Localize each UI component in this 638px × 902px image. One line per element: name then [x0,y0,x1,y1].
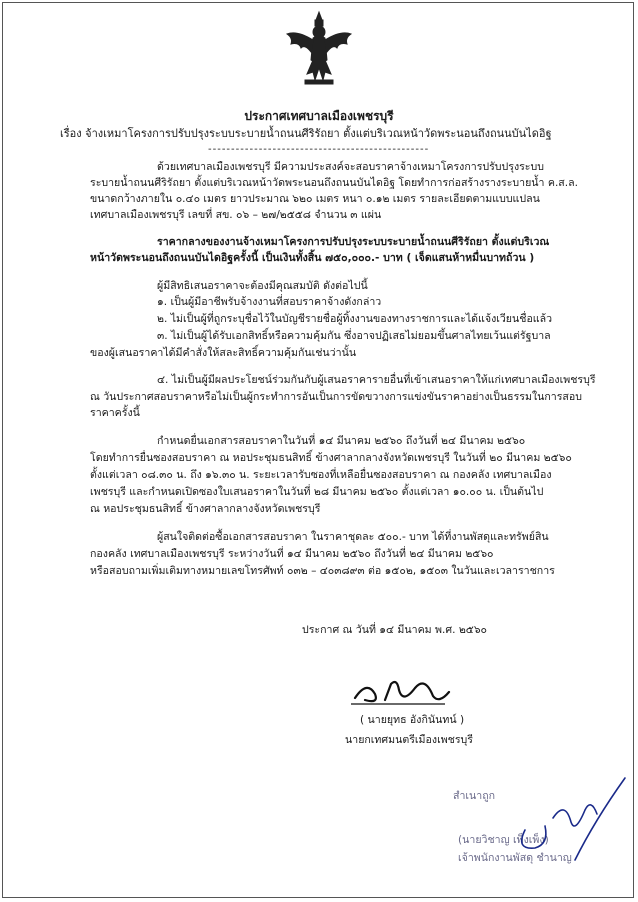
qualification-1: ๑. เป็นผู้มีอาชีพรับจ้างงานที่สอบราคาจ้างดังกล่าว [157,296,382,308]
mayor-signature [345,670,465,710]
certified-copy-name: (นายวิชาญ เพ็งเพ็ง) [458,834,549,846]
announcement-title: ประกาศเทศบาลเมืองเพชรบุรี [244,109,394,123]
schedule-line-3: ตั้งแต่เวลา ๐๘.๓๐ น. ถึง ๑๖.๓๐ น. ระยะเวลารับซองที่เหลือยื่นซองสอบราคา ณ กองคลัง เทศบาลเมือง [90,469,552,481]
signer-name: ( นายยุทธ อังกินันทน์ ) [360,714,465,726]
announcement-subject: เรื่อง จ้างเหมาโครงการปรับปรุงระบบระบายน้ำถนนศีริรัถยา ตั้งแต่บริเวณหน้าวัดพระนอนถึงถนนบันไดอิฐ [60,127,552,140]
qualification-2: ๒. ไม่เป็นผู้ที่ถูกระบุชื่อไว้ในบัญชีรายชื่อผู้ทิ้งงานของทางราชการและได้แจ้งเวียนชื่อแล้ว [157,313,553,325]
divider-line: ------------------------------------------------ [208,144,430,155]
qualification-4-cont-1: ณ วันประกาศสอบราคาหรือไม่เป็นผู้กระทำการอันเป็นการขัดขวางการแข่งขันราคาอย่างเป็นธรรมในการสอบ [90,391,582,403]
qualification-4: ๔. ไม่เป็นผู้มีผลประโยชน์ร่วมกันกับผู้เสนอราคารายอื่นที่เข้าเสนอราคาให้แก่เทศบาลเมืองเพชรบุรี [157,374,596,386]
certifier-signature [505,770,635,865]
purchase-line-3: หรือสอบถามเพิ่มเติมทางหมายเลขโทรศัพท์ ๐๓๒ – ๔๐๓๘๙๓ ต่อ ๑๕๐๒, ๑๕๐๓ ในวันและเวลาราชการ [90,565,555,577]
signer-title: นายกเทศมนตรีเมืองเพชรบุรี [345,734,473,746]
qualification-4-cont-2: ราคาครั้งนี้ [90,407,140,419]
median-price-line-2: หน้าวัดพระนอนถึงถนนบันไดอิฐครั้งนี้ เป็นเงินทั้งสิ้น ๗๕๐,๐๐๐.- บาท ( เจ็ดแสนห้าหมื่นบาทถ้วน ) [90,252,535,264]
qualifications-heading: ผู้มีสิทธิเสนอราคาจะต้องมีคุณสมบัติ ดังต่อไปนี้ [157,280,368,292]
certified-copy-title: เจ้าพนักงานพัสดุ ชำนาญ [458,852,572,864]
intro-line-2: ระบายน้ำถนนศีริรัถยา ตั้งแต่บริเวณหน้าวัดพระนอนถึงถนนบันไดอิฐ โดยทำการก่อสร้างรางระบายน้ำ ค.ส.ล. [90,177,579,189]
qualification-3-cont: ของผู้เสนอราคาได้มีคำสั่งให้สละสิทธิ์ความคุ้มกันเช่นว่านั้น [90,347,357,359]
qualification-3: ๓. ไม่เป็นผู้ได้รับเอกสิทธิ์หรือความคุ้มกัน ซึ่งอาจปฏิเสธไม่ยอมขึ้นศาลไทยเว้นแต่รัฐบาล [157,330,551,342]
schedule-line-2: โดยทำการยื่นซองสอบราคา ณ หอประชุมธนสิทธิ์ ข้างศาลากลางจังหวัดเพชรบุรี ในวันที่ ๒๐ มีนาคม ๒๕๖๐ [90,452,572,464]
intro-line-3: ขนาดกว้างภายใน ๐.๔๐ เมตร ยาวประมาณ ๖๒๐ เมตร หนา ๐.๑๒ เมตร รายละเอียดตามแบบแปลน [90,193,540,205]
schedule-line-1: กำหนดยื่นเอกสารสอบราคาในวันที่ ๑๔ มีนาคม ๒๕๖๐ ถึงวันที่ ๒๔ มีนาคม ๒๕๖๐ [157,435,526,447]
intro-line-1: ด้วยเทศบาลเมืองเพชรบุรี มีความประสงค์จะสอบราคาจ้างเหมาโครงการปรับปรุงระบบ [157,161,544,173]
purchase-line-2: กองคลัง เทศบาลเมืองเพชรบุรี ระหว่างวันที่ ๑๔ มีนาคม ๒๕๖๐ ถึงวันที่ ๒๔ มีนาคม ๒๕๖๐ [90,548,494,560]
schedule-line-5: ณ หอประชุมธนสิทธิ์ ข้างศาลากลางจังหวัดเพชรบุรี [90,503,321,515]
certified-copy-label: สำเนาถูก [453,790,496,802]
purchase-line-1: ผู้สนใจติดต่อซื้อเอกสารสอบราคา ในราคาชุดละ ๕๐๐.- บาท ได้ที่งานพัสดุและทรัพย์สิน [157,531,549,543]
intro-line-4: เทศบาลเมืองเพชรบุรี เลขที่ สข. ๐๖ – ๒๗/๒๕๕๘ จำนวน ๓ แผ่น [90,209,382,221]
median-price-line-1: ราคากลางของงานจ้างเหมาโครงการปรับปรุงระบบระบายน้ำถนนศีริรัถยา ตั้งแต่บริเวณ [157,236,550,248]
garuda-emblem-icon [283,8,355,88]
schedule-line-4: เพชรบุรี และกำหนดเปิดซองใบเสนอราคาในวันที่ ๒๘ มีนาคม ๒๕๖๐ ตั้งแต่เวลา ๑๐.๐๐ น. เป็นต้นไป [90,486,544,498]
announcement-date: ประกาศ ณ วันที่ ๑๔ มีนาคม พ.ศ. ๒๕๖๐ [302,624,488,636]
